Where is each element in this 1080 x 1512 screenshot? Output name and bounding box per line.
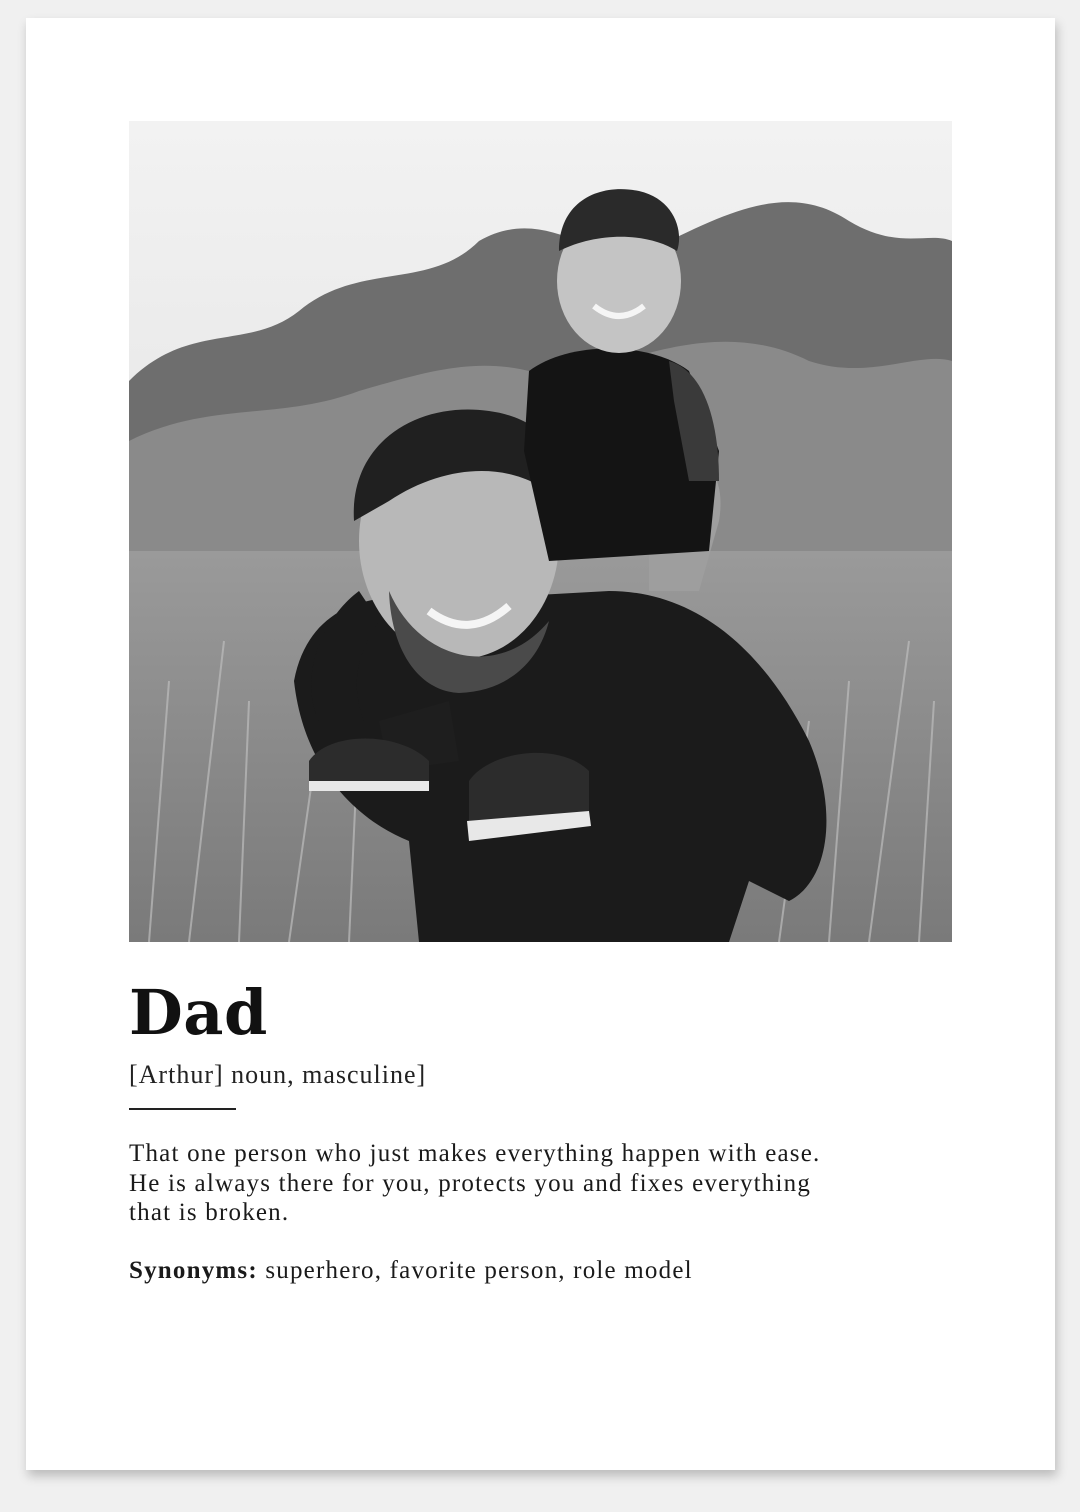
family-photo xyxy=(129,121,952,942)
definition-line: that is broken. xyxy=(129,1199,290,1226)
poster-card xyxy=(26,18,1055,1470)
definition-line: He is always there for you, protects you and fixes everything xyxy=(129,1169,812,1197)
father-carrying-child-icon xyxy=(129,121,952,942)
synonyms-line xyxy=(129,1256,693,1286)
definition-line: That one person who just makes everything happen with ease. xyxy=(129,1140,821,1167)
synonyms-label: Synonyms: xyxy=(129,1257,258,1284)
word-title: Dad xyxy=(129,976,268,1049)
definition-text xyxy=(129,1139,959,1228)
divider-line xyxy=(129,1108,236,1110)
synonyms-list: superhero, favorite person, role model xyxy=(257,1257,693,1284)
word-pronunciation: [Arthur] noun, masculine] xyxy=(129,1060,427,1089)
